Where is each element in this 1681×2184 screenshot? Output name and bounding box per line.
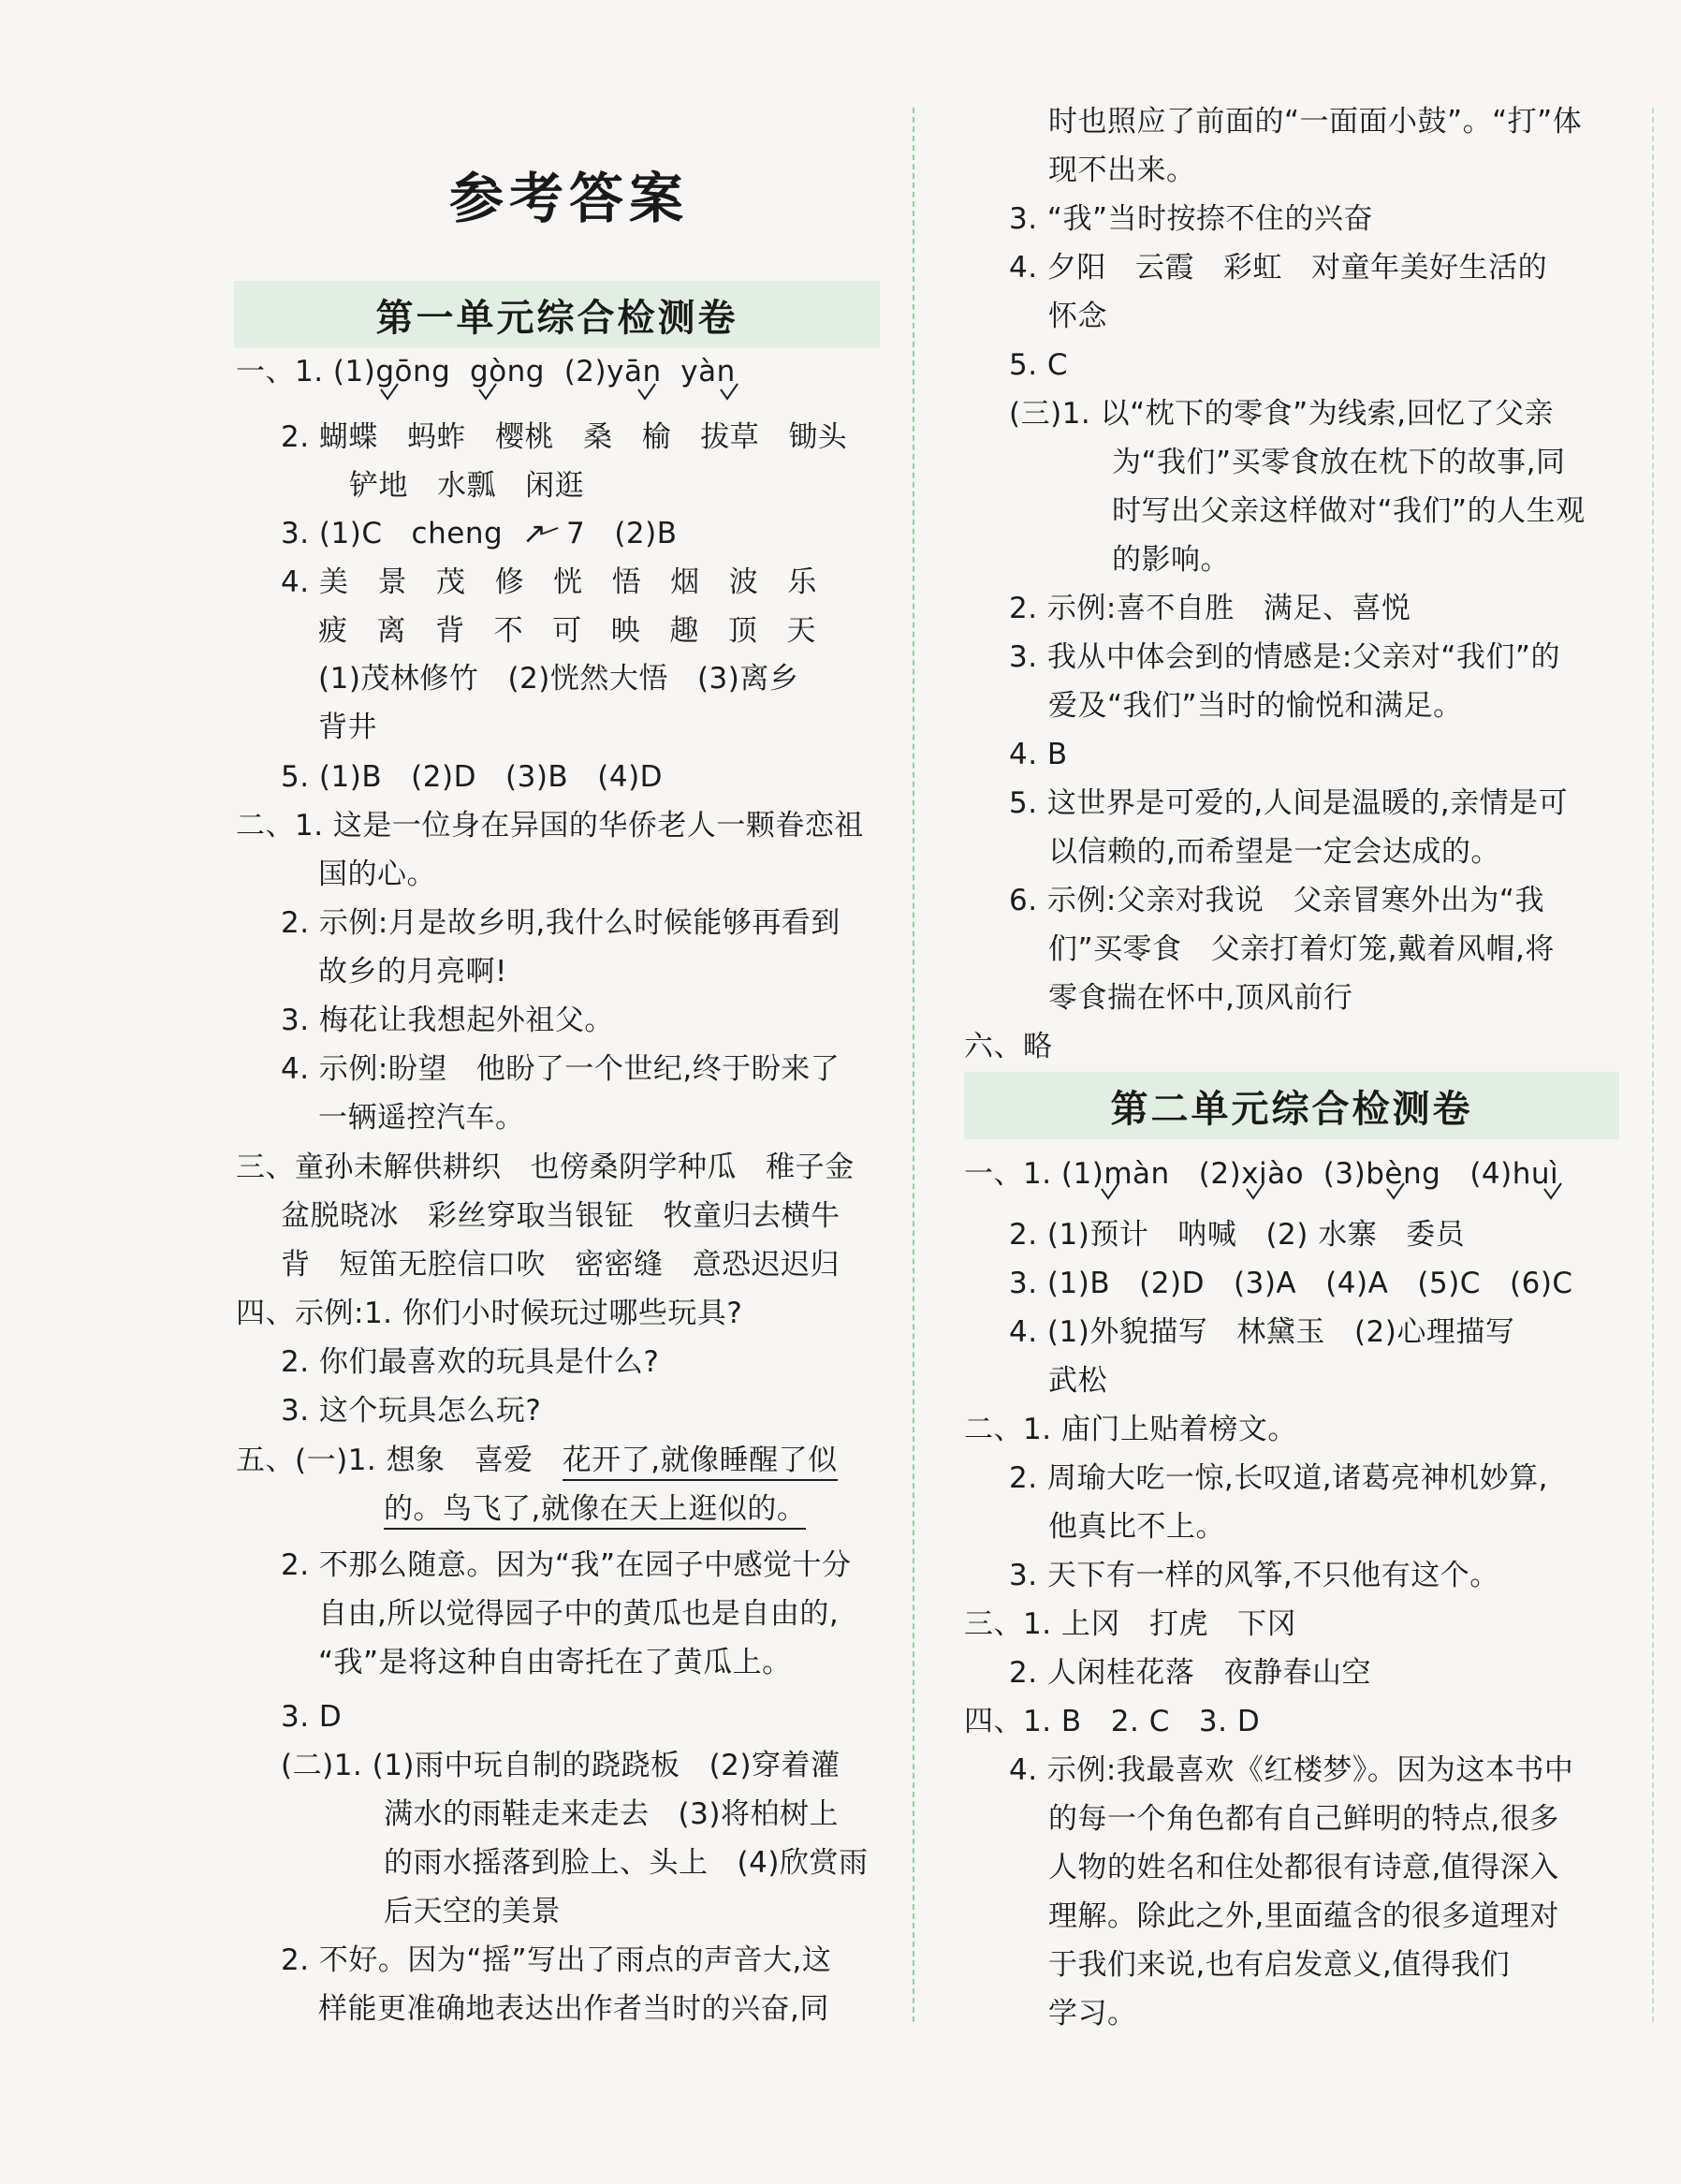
- answer-line: 3. 天下有一样的风筝,不只他有这个。: [1009, 1559, 1499, 1592]
- answer-line: (二)1. (1)雨中玩自制的跷跷板 (2)穿着灌: [281, 1749, 840, 1782]
- answer-line: 4. B: [1009, 738, 1068, 771]
- check-mark-icon: [541, 520, 562, 541]
- answer-line: 时写出父亲这样做对“我们”的人生观: [1112, 494, 1586, 528]
- check-mark-icon: [1542, 1181, 1563, 1202]
- answer-line: 一辆遥控汽车。: [318, 1101, 525, 1135]
- answer-line: 的影响。: [1112, 543, 1230, 577]
- answer-line: 武松: [1048, 1364, 1107, 1398]
- answer-line: 学习。: [1048, 1997, 1137, 2030]
- answer-line-text: 五、(一)1. 想象 喜爱: [236, 1444, 563, 1477]
- check-mark-icon: [636, 382, 657, 403]
- answer-line: 6. 示例:父亲对我说 父亲冒寒外出为“我: [1009, 884, 1544, 917]
- answer-line: “我”是将这种自由寄托在了黄瓜上。: [318, 1646, 792, 1679]
- answer-line: 2. 示例:喜不自胜 满足、喜悦: [1009, 592, 1411, 625]
- answer-line: 盆脱晓冰 彩丝穿取当银钲 牧童归去横牛: [281, 1199, 840, 1233]
- check-mark-icon: [379, 382, 400, 403]
- answer-line: 理解。除此之外,里面蕴含的很多道理对: [1048, 1899, 1559, 1933]
- answer-line: 怀念: [1048, 300, 1107, 333]
- answer-line: 3. 这个玩具怎么玩?: [281, 1394, 542, 1428]
- answer-line: 5. (1)B (2)D (3)B (4)D: [281, 760, 664, 794]
- answer-line: 为“我们”买零食放在枕下的故事,同: [1112, 446, 1566, 479]
- answer-line: 背 短笛无腔信口吹 密密缝 意恐迟迟归: [281, 1248, 840, 1282]
- answer-line: 故乡的月亮啊!: [318, 955, 507, 989]
- answer-line: 疲 离 背 不 可 映 趣 顶 天: [318, 614, 816, 648]
- section-header-unit-2: [964, 1072, 1619, 1139]
- answer-line: 2. 人闲桂花落 夜静春山空: [1009, 1656, 1371, 1690]
- answer-line: 他真比不上。: [1048, 1510, 1225, 1544]
- answer-line: 2. 不好。因为“摇”写出了雨点的声音大,这: [281, 1943, 832, 1977]
- answer-line: 3. 我从中体会到的情感是:父亲对“我们”的: [1009, 640, 1560, 674]
- answer-line: 2. 周瑜大吃一惊,长叹道,诸葛亮神机妙算,: [1009, 1461, 1548, 1495]
- answer-line: [384, 1488, 806, 1530]
- answer-line: 2. 蝴蝶 蚂蚱 樱桃 桑 榆 拔草 锄头: [281, 420, 848, 454]
- section-header-unit-1: [234, 281, 880, 348]
- section-title: 第二单元综合检测卷: [1110, 1087, 1473, 1131]
- answer-line: 样能更准确地表达出作者当时的兴奋,同: [318, 1992, 829, 2026]
- answer-line: 零食揣在怀中,顶风前行: [1048, 981, 1353, 1015]
- answer-line: 3. 梅花让我想起外祖父。: [281, 1004, 614, 1037]
- page-edge-divider: [1652, 108, 1654, 2022]
- answer-line: 2. 不那么随意。因为“我”在园子中感觉十分: [281, 1548, 852, 1582]
- answer-line: 国的心。: [318, 857, 436, 891]
- answer-line: 时也照应了前面的“一面面小鼓”。“打”体: [1048, 105, 1583, 139]
- answer-line: 于我们来说,也有启发意义,值得我们: [1048, 1948, 1511, 1982]
- page-title: 参考答案: [449, 167, 690, 230]
- answer-line: 一、1. (1)gōng gòng (2)yān yàn: [236, 355, 736, 388]
- answer-line: 3. “我”当时按捺不住的兴奋: [1009, 202, 1374, 236]
- answer-line: 二、1. 这是一位身在异国的华侨老人一颗眷恋祖: [236, 809, 864, 843]
- answer-line: 3. (1)C cheng ↗ 7 (2)B: [281, 517, 678, 550]
- answer-line: 后天空的美景: [384, 1895, 561, 1928]
- answer-line: 2. 你们最喜欢的玩具是什么?: [281, 1345, 660, 1379]
- answer-line: 三、1. 上冈 打虎 下冈: [964, 1607, 1297, 1641]
- check-mark-icon: [477, 382, 498, 403]
- section-title: 第一单元综合检测卷: [375, 296, 738, 340]
- answer-line: 4. 示例:盼望 他盼了一个世纪,终于盼来了: [281, 1052, 840, 1086]
- answer-line: (三)1. 以“枕下的零食”为线索,回忆了父亲: [1009, 397, 1555, 431]
- answer-line: 4. 美 景 茂 修 恍 悟 烟 波 乐: [281, 565, 817, 599]
- check-mark-icon: [1100, 1181, 1120, 1202]
- underlined-sentence: 花开了,就像睡醒了似: [563, 1444, 838, 1481]
- answer-line: 的每一个角色都有自己鲜明的特点,很多: [1048, 1802, 1559, 1836]
- answer-line: 4. 夕阳 云霞 彩虹 对童年美好生活的: [1009, 251, 1548, 285]
- answer-line: 5. 这世界是可爱的,人间是温暖的,亲情是可: [1009, 786, 1569, 820]
- answer-line: 铲地 水瓢 闲逛: [349, 469, 585, 503]
- answer-line: 爱及“我们”当时的愉悦和满足。: [1048, 689, 1463, 723]
- column-divider: [913, 108, 914, 2022]
- check-mark-icon: [1245, 1181, 1265, 1202]
- answer-line: 以信赖的,而希望是一定会达成的。: [1048, 835, 1500, 869]
- answer-line: 三、童孙未解供耕织 也傍桑阴学种瓜 稚子金: [236, 1151, 855, 1184]
- answer-line: 满水的雨鞋走来走去 (3)将柏树上: [384, 1797, 839, 1831]
- answer-line: 现不出来。: [1048, 154, 1196, 187]
- answer-line: 们”买零食 父亲打着灯笼,戴着风帽,将: [1048, 932, 1555, 966]
- answer-line: 一、1. (1)màn (2)xiào (3)bèng (4)huì: [964, 1157, 1559, 1191]
- answer-line: (1)茂林修竹 (2)恍然大悟 (3)离乡: [318, 662, 799, 696]
- answer-line: 5. C: [1009, 348, 1069, 382]
- answer-line: 4. 示例:我最喜欢《红楼梦》。因为这本书中: [1009, 1753, 1574, 1787]
- check-mark-icon: [1385, 1181, 1406, 1202]
- answer-line: 二、1. 庙门上贴着榜文。: [964, 1413, 1297, 1446]
- answer-line: 自由,所以觉得园子中的黄瓜也是自由的,: [318, 1597, 840, 1631]
- answer-line: 3. D: [281, 1700, 343, 1734]
- answer-line: 背井: [318, 711, 377, 744]
- answer-line: 六、略: [964, 1030, 1053, 1063]
- answer-line: 人物的姓名和住处都很有诗意,值得深入: [1048, 1851, 1559, 1884]
- answer-line: 四、1. B 2. C 3. D: [964, 1705, 1261, 1738]
- answer-line: 4. (1)外貌描写 林黛玉 (2)心理描写: [1009, 1315, 1515, 1349]
- check-mark-icon: [719, 382, 739, 403]
- underlined-sentence: 的。鸟飞了,就像在天上逛似的。: [384, 1492, 806, 1530]
- answer-line: 2. (1)预计 呐喊 (2) 水寨 委员: [1009, 1218, 1466, 1252]
- answer-line: [236, 1440, 838, 1481]
- answer-line: 四、示例:1. 你们小时候玩过哪些玩具?: [236, 1297, 743, 1330]
- answer-line: 的雨水摇落到脸上、头上 (4)欣赏雨: [384, 1846, 869, 1880]
- answer-line: 3. (1)B (2)D (3)A (4)A (5)C (6)C: [1009, 1267, 1573, 1300]
- answer-line: 2. 示例:月是故乡明,我什么时候能够再看到: [281, 906, 840, 940]
